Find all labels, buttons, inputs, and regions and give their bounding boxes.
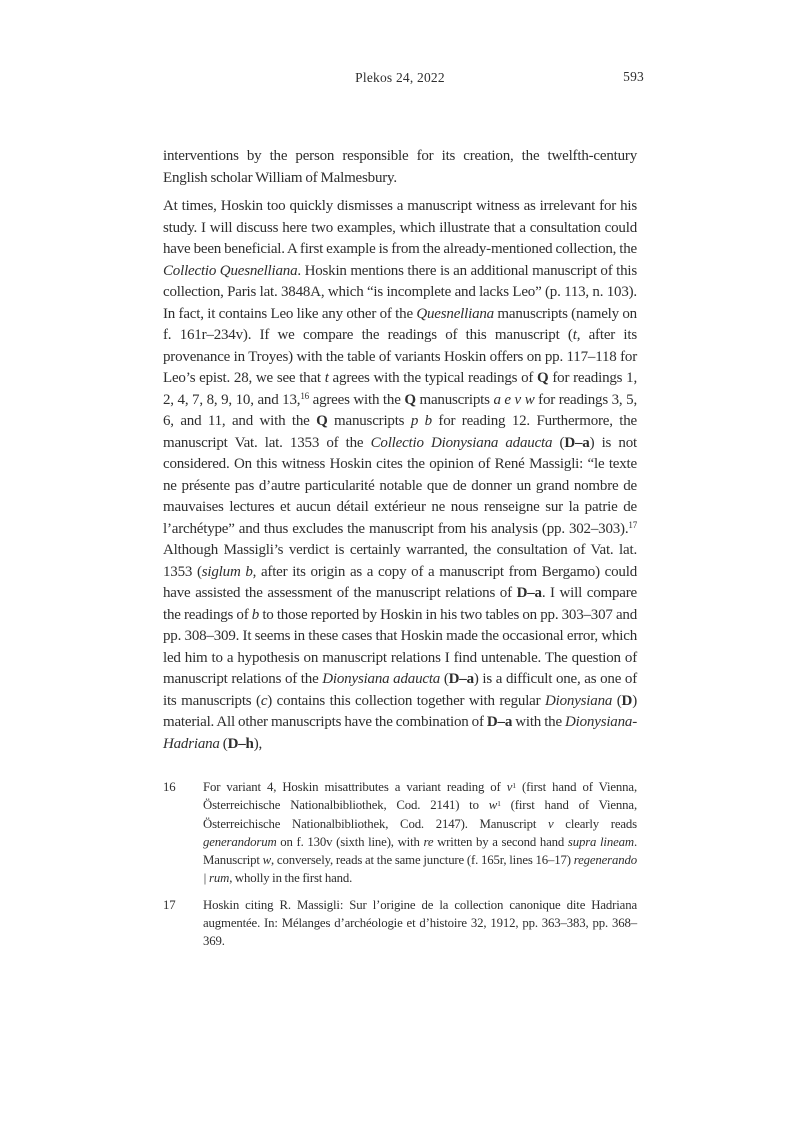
text-run: for reading 12. Furthermore, the manuscript Vat. lat. 1353 of the: [163, 413, 638, 451]
text-run: (: [219, 735, 228, 752]
text-run: interventions by the person responsible for its creation, the twelfth-century English scholar William of Malmesbury.: [163, 148, 637, 186]
footnote: [163, 778, 637, 888]
footnote-text: [203, 896, 637, 951]
text-run: regenerando | rum: [203, 853, 637, 886]
text-run: Q: [537, 370, 549, 386]
footnotes: [163, 778, 637, 951]
text-run: D: [621, 692, 633, 709]
body-paragraphs: [163, 146, 637, 755]
footnote: [163, 896, 637, 951]
text-run: 17: [628, 520, 637, 531]
text-run: generandorum: [203, 834, 277, 849]
text-run: . Hoskin mentions there is an additional manuscript of this collection, Paris lat. 3848A, which “is incomplete and lacks Leo” (p. 113, n. 103). In fact, it contains Leo like any other of the: [163, 262, 638, 322]
text-run: 1: [512, 780, 516, 790]
text-run: siglum b: [201, 563, 253, 580]
text-run: (first hand of Vienna, Österreichische Nationalbibliothek, Cod. 2147). Manuscript: [203, 798, 637, 831]
text-run: v: [506, 780, 513, 794]
footnote-number: 16: [163, 780, 176, 794]
text-run: agrees with the: [308, 391, 405, 408]
text-run: manuscripts: [327, 413, 411, 429]
text-run: for readings 3, 5, 6, and 11, and with the: [163, 391, 637, 429]
text-run: Although Massigli’s verdict is certainly warranted, the consultation of Vat. lat. 1353 (: [163, 542, 637, 580]
text-run: . Manuscript: [203, 834, 638, 868]
text-run: D–a: [486, 714, 513, 730]
text-run: Collectio Quesnelliana: [163, 262, 298, 279]
text-run: , conversely, reads at the same juncture (f. 165r, lines 16–17): [271, 853, 574, 868]
text-run: on f. 130v (sixth line), with: [276, 834, 424, 849]
text-run: Q: [316, 413, 328, 429]
footnote-number: 17: [163, 897, 176, 912]
footnote-text: [203, 778, 637, 888]
text-run: Dionysiana-Hadriana: [163, 714, 637, 752]
text-run: D–a: [564, 434, 590, 451]
text-run: p b: [410, 413, 432, 429]
journal-title: Plekos 24, 2022: [355, 70, 445, 85]
text-run: ) is not considered. On this witness Hoskin cites the opinion of René Massigli: “le texte ne présente pas d’autre particularité notable que de donner un grand nombre de mauvaises lectures et aucun détail extérieur ne nous renseigne sur la patrie de l’archétype” and thus excludes the manuscript from his analysis (pp. 302–303).: [163, 434, 637, 537]
text-run: written by a second hand: [433, 834, 568, 849]
text-run: a e v w: [493, 391, 535, 408]
text-run: re: [423, 834, 434, 849]
text-run: w: [262, 853, 272, 868]
article-content: [163, 146, 637, 959]
text-run: (: [440, 671, 449, 687]
running-head: [163, 69, 644, 86]
text-run: with the: [512, 714, 566, 730]
text-run: t: [324, 370, 329, 386]
text-run: At times, Hoskin too quickly dismisses a manuscript witness as irrelevant for his study. I will discuss here two examples, which illustrate that a consultation could have been beneficial. A first example is from the already-mentioned collection, the: [163, 198, 637, 257]
text-run: (: [552, 434, 565, 451]
text-run: ) contains this collection together with regular: [267, 692, 545, 709]
text-run: ) material. All other manuscripts have the combination of: [163, 692, 637, 730]
text-run: Quesnelliana: [416, 305, 494, 322]
page-number: 593: [623, 69, 644, 84]
text-run: b: [251, 606, 260, 623]
text-run: For variant 4, Hoskin misattributes a variant reading of: [203, 780, 507, 794]
text-run: t: [572, 327, 577, 343]
text-run: (: [612, 692, 622, 709]
text-run: Collectio Dionysiana adaucta: [370, 434, 553, 451]
text-run: . I will compare the readings of: [163, 585, 637, 623]
text-run: manuscripts: [415, 391, 494, 408]
text-run: ) is a difficult one, as one of its manuscripts (: [163, 671, 638, 709]
text-run: , after its origin as a copy of a manuscript from Bergamo) could have assisted the assessment of the manuscript relations of: [163, 563, 637, 601]
text-run: Dionysiana adaucta: [322, 671, 441, 687]
text-run: (first hand of Vienna, Österreichische Nationalbibliothek, Cod. 2141) to: [203, 780, 637, 813]
text-run: manuscripts (namely on f. 161r–234v). If we compare the readings of this manuscript (: [163, 305, 637, 343]
text-run: Hoskin citing R. Massigli: Sur l’origine de la collection canonique dite Hadriana augmentée. In: Mélanges d’archéologie et d’histoire 32, 1912, pp. 363–383, pp. 368–369.: [203, 897, 637, 949]
text-run: D–a: [448, 671, 474, 687]
text-run: c: [260, 692, 268, 709]
text-run: Dionysiana: [545, 692, 613, 709]
text-run: supra lineam: [567, 834, 634, 849]
text-run: 1: [497, 798, 501, 808]
text-run: 16: [300, 391, 309, 402]
text-run: w: [488, 798, 498, 813]
paragraph: [163, 196, 637, 755]
text-run: Q: [404, 391, 416, 408]
text-run: D–h: [227, 735, 254, 752]
text-run: D–a: [516, 585, 542, 601]
text-run: agrees with the typical readings of: [328, 370, 538, 386]
text-run: to those reported by Hoskin in his two tables on pp. 303–307 and pp. 308–309. It seems in these cases that Hoskin made the occasional error, which led him to a hypothesis on manuscript relations I find untenable. The question of manuscript relations of the: [163, 606, 637, 687]
text-run: ),: [253, 735, 263, 752]
text-run: , wholly in the first hand.: [229, 871, 353, 886]
text-run: for readings 1, 2, 4, 7, 8, 9, 10, and 13,: [163, 370, 637, 408]
text-run: clearly reads: [553, 816, 637, 831]
text-run: v: [548, 816, 554, 831]
text-run: , after its provenance in Troyes) with the table of variants Hoskin offers on pp. 117–118 for Leo’s epist. 28, we see that: [163, 327, 637, 386]
paragraph: [163, 146, 637, 189]
